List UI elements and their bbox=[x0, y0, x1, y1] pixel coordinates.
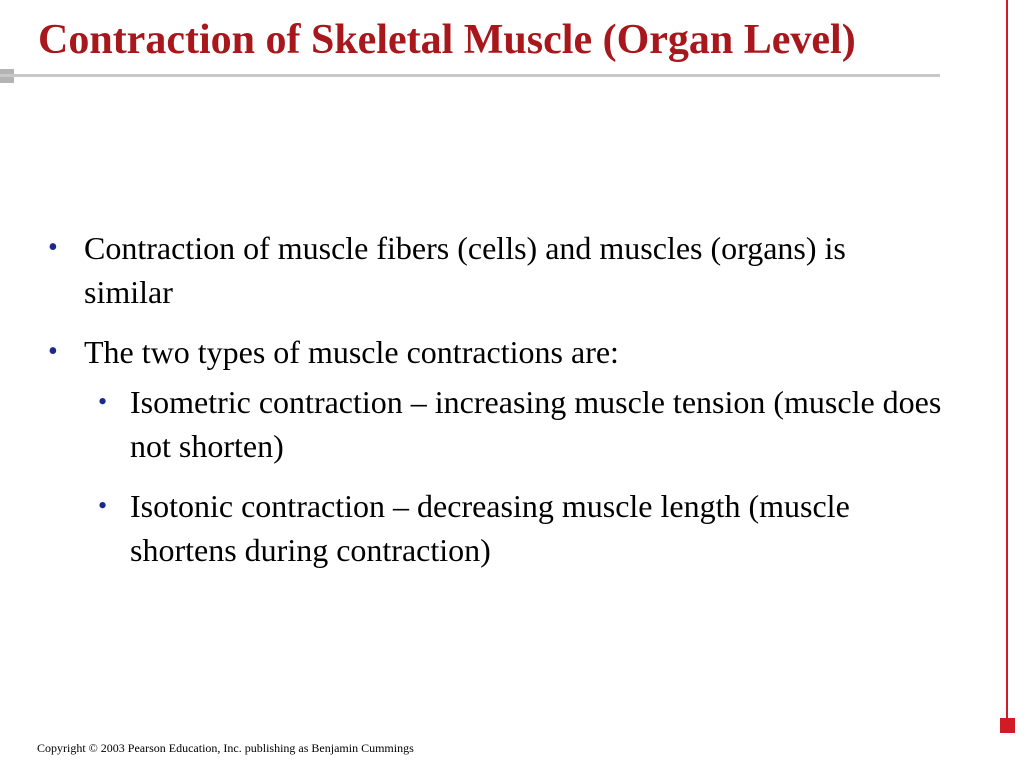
sub-bullet-item bbox=[86, 380, 942, 468]
bullet-text: Contraction of muscle fibers (cells) and muscles (organs) is similar bbox=[84, 230, 846, 310]
bullet-marker: • bbox=[48, 232, 58, 263]
bullet-text: The two types of muscle contractions are: bbox=[84, 334, 619, 370]
slide-title: Contraction of Skeletal Muscle (Organ Level) bbox=[38, 17, 856, 63]
bullet-list bbox=[42, 226, 942, 588]
right-accent-line bbox=[1006, 0, 1008, 718]
bullet-item bbox=[42, 226, 942, 314]
sub-bullet-text: Isotonic contraction – decreasing muscle length (muscle shortens during contraction) bbox=[130, 488, 850, 568]
right-accent-square bbox=[1000, 718, 1015, 733]
bullet-item bbox=[42, 330, 942, 572]
copyright-footer: Copyright © 2003 Pearson Education, Inc. publishing as Benjamin Cummings bbox=[37, 741, 414, 755]
sub-bullet-list bbox=[84, 380, 942, 572]
bullet-marker: • bbox=[48, 336, 58, 367]
title-rule bbox=[0, 74, 940, 77]
sub-bullet-marker: • bbox=[98, 387, 108, 416]
sub-bullet-marker: • bbox=[98, 491, 108, 520]
sub-bullet-text: Isometric contraction – increasing muscle tension (muscle does not shorten) bbox=[130, 384, 942, 464]
sub-bullet-item bbox=[86, 484, 942, 572]
